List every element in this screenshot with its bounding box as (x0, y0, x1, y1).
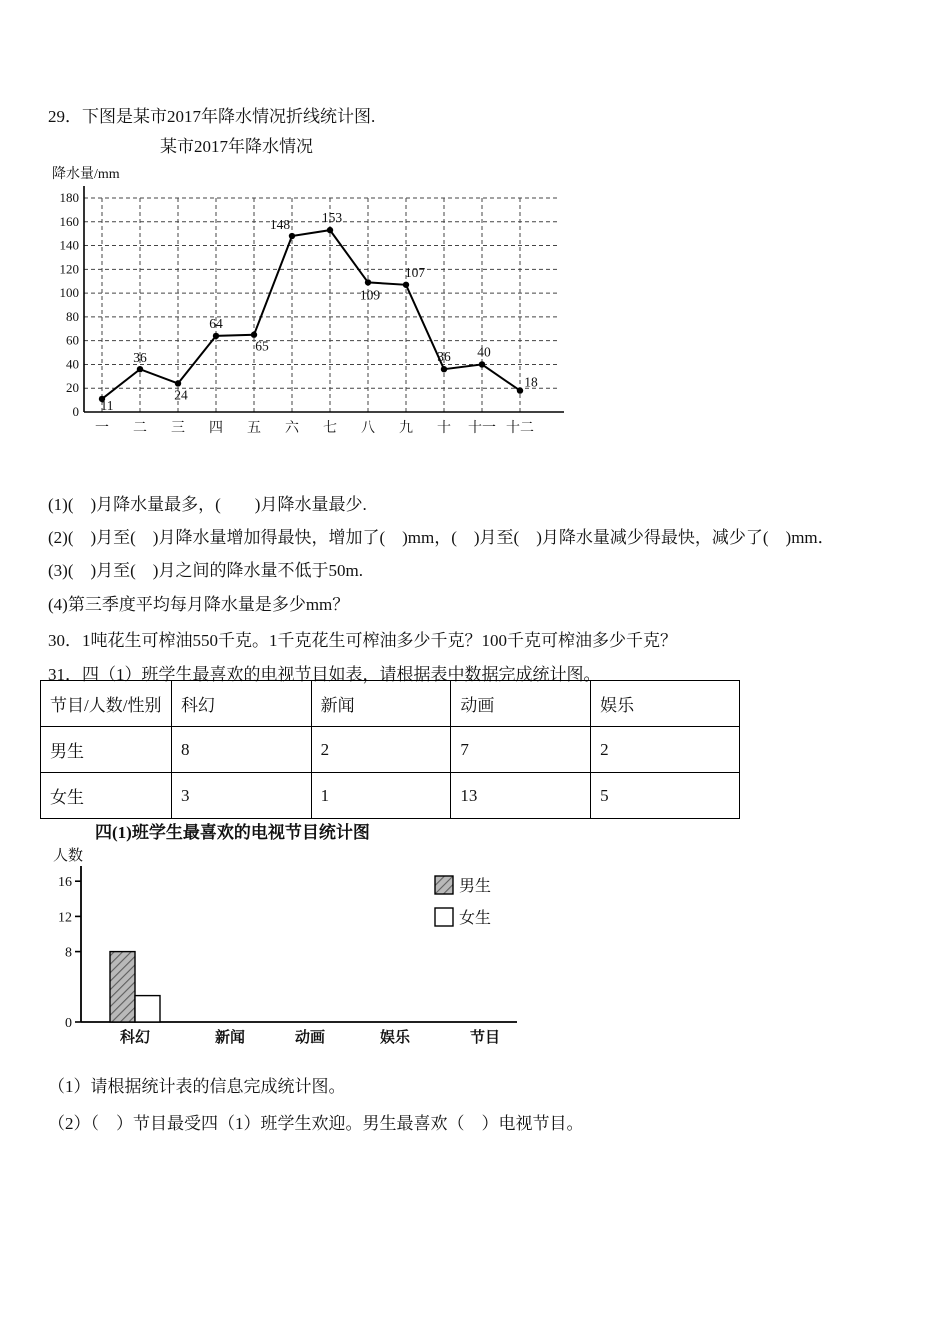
table-row (41, 727, 740, 773)
data-label: 11 (100, 397, 114, 413)
svg-text:新闻: 新闻 (214, 1030, 246, 1046)
svg-text:100: 100 (59, 285, 79, 301)
svg-text:0: 0 (65, 1016, 72, 1031)
svg-text:五: 五 (247, 421, 261, 436)
svg-text:四: 四 (209, 421, 223, 436)
svg-text:60: 60 (66, 332, 79, 348)
table-cell: 2 (591, 727, 740, 773)
line-chart-title: 某市2017年降水情况 (160, 137, 313, 156)
data-label: 36 (437, 349, 451, 365)
svg-text:16: 16 (58, 875, 72, 891)
tv-program-bar-chart (45, 842, 545, 1057)
legend (435, 876, 491, 927)
svg-text:动画: 动画 (294, 1030, 326, 1046)
data-label: 36 (133, 350, 147, 366)
svg-text:180: 180 (59, 190, 79, 205)
svg-text:科幻: 科幻 (119, 1030, 151, 1046)
question-31-text: 31．四（1）班学生最喜欢的电视节目如表，请根据表中数据完成统计图。 (48, 665, 601, 684)
data-point (327, 227, 333, 233)
table-cell: 7 (451, 727, 591, 773)
legend-label-boys: 男生 (459, 878, 492, 895)
table-header-cell: 动画 (451, 681, 591, 727)
svg-text:十一: 十一 (468, 421, 496, 436)
table-cell: 5 (591, 773, 740, 819)
bars (110, 952, 160, 1022)
svg-text:140: 140 (59, 237, 79, 253)
row-label-boys: 男生 (41, 727, 172, 773)
data-point (175, 380, 181, 386)
bar-男生-科幻 (110, 952, 135, 1022)
svg-text:十二: 十二 (506, 421, 534, 436)
svg-text:二: 二 (133, 421, 147, 436)
data-point (213, 333, 219, 339)
table-cell: 3 (171, 773, 311, 819)
legend-label-girls: 女生 (459, 910, 492, 927)
x-tick-labels (95, 420, 534, 436)
data-point (441, 366, 447, 372)
question-29-part-4: (4)第三季度平均每月降水量是多少mm？ (48, 595, 350, 614)
x-tick-labels (119, 1028, 411, 1046)
question-29-text: 29．下图是某市2017年降水情况折线统计图. (48, 107, 376, 126)
y-tick-labels (60, 190, 80, 419)
data-label: 64 (209, 315, 223, 331)
question-29-part-1: (1)( )月降水量最多，( )月降水量最少. (48, 495, 367, 514)
y-tick-labels (58, 875, 81, 1031)
table-header-cell: 娱乐 (591, 681, 740, 727)
svg-text:娱乐: 娱乐 (379, 1030, 411, 1046)
question-31-part-1: （1）请根据统计表的信息完成统计图。 (48, 1077, 346, 1096)
svg-text:160: 160 (59, 213, 79, 229)
svg-text:九: 九 (399, 421, 413, 436)
data-point (137, 366, 143, 372)
bar-chart-ylabel: 人数 (53, 848, 84, 864)
data-point (289, 233, 295, 239)
data-label: 24 (174, 387, 188, 403)
question-29-part-2: (2)( )月至( )月降水量增加得最快，增加了( )mm，( )月至( )月降水量减少得最快，减少了( )mm． (48, 528, 835, 547)
data-point (251, 332, 257, 338)
data-label: 107 (404, 264, 426, 280)
table-cell: 1 (311, 773, 451, 819)
svg-text:三: 三 (171, 421, 185, 436)
data-label: 153 (321, 210, 343, 226)
data-points (99, 227, 523, 402)
data-label: 40 (477, 344, 491, 360)
table-header-cell: 科幻 (171, 681, 311, 727)
legend-swatch-boys (435, 876, 453, 894)
table-row (41, 773, 740, 819)
svg-text:12: 12 (58, 910, 72, 926)
row-label-girls: 女生 (41, 773, 172, 819)
table-header-cell: 节目/人数/性别 (41, 681, 172, 727)
bar-女生-科幻 (135, 996, 160, 1022)
table-header-cell: 新闻 (311, 681, 451, 727)
svg-text:40: 40 (66, 356, 79, 372)
rainfall-line-chart (50, 162, 574, 450)
table-header-row (41, 681, 740, 727)
data-point (403, 282, 409, 288)
svg-text:120: 120 (59, 261, 79, 277)
table-cell: 8 (171, 727, 311, 773)
svg-text:七: 七 (323, 421, 337, 436)
svg-text:八: 八 (361, 421, 375, 436)
svg-text:六: 六 (285, 421, 299, 436)
svg-text:80: 80 (66, 308, 79, 324)
svg-text:20: 20 (66, 380, 79, 396)
data-point (517, 387, 523, 393)
rainfall-series-line (102, 230, 520, 399)
data-label: 65 (255, 338, 269, 354)
svg-text:十: 十 (437, 421, 451, 436)
gridlines (84, 198, 558, 412)
data-label: 148 (269, 217, 291, 233)
question-29-part-3: (3)( )月至( )月之间的降水量不低于50m. (48, 561, 363, 580)
data-labels (101, 210, 539, 413)
legend-swatch-girls (435, 908, 453, 926)
question-30-text: 30．1吨花生可榨油550千克。1千克花生可榨油多少千克？100千克可榨油多少千克？ (48, 631, 677, 650)
svg-text:8: 8 (65, 945, 72, 961)
data-label: 109 (359, 287, 381, 303)
bar-chart-xlabel: 节目 (469, 1030, 501, 1046)
data-point (479, 361, 485, 367)
svg-text:0: 0 (72, 404, 79, 419)
line-chart-ylabel: 降水量/mm (52, 167, 120, 182)
table-cell: 2 (311, 727, 451, 773)
svg-text:一: 一 (95, 421, 109, 436)
tv-program-table (40, 680, 740, 819)
table-cell: 13 (451, 773, 591, 819)
data-label: 18 (524, 374, 538, 390)
question-31-part-2: （2）（ ）节目最受四（1）班学生欢迎。男生最喜欢（ ）电视节目。 (48, 1114, 584, 1133)
data-point (365, 279, 371, 285)
bar-chart-title: 四(1)班学生最喜欢的电视节目统计图 (95, 823, 370, 842)
